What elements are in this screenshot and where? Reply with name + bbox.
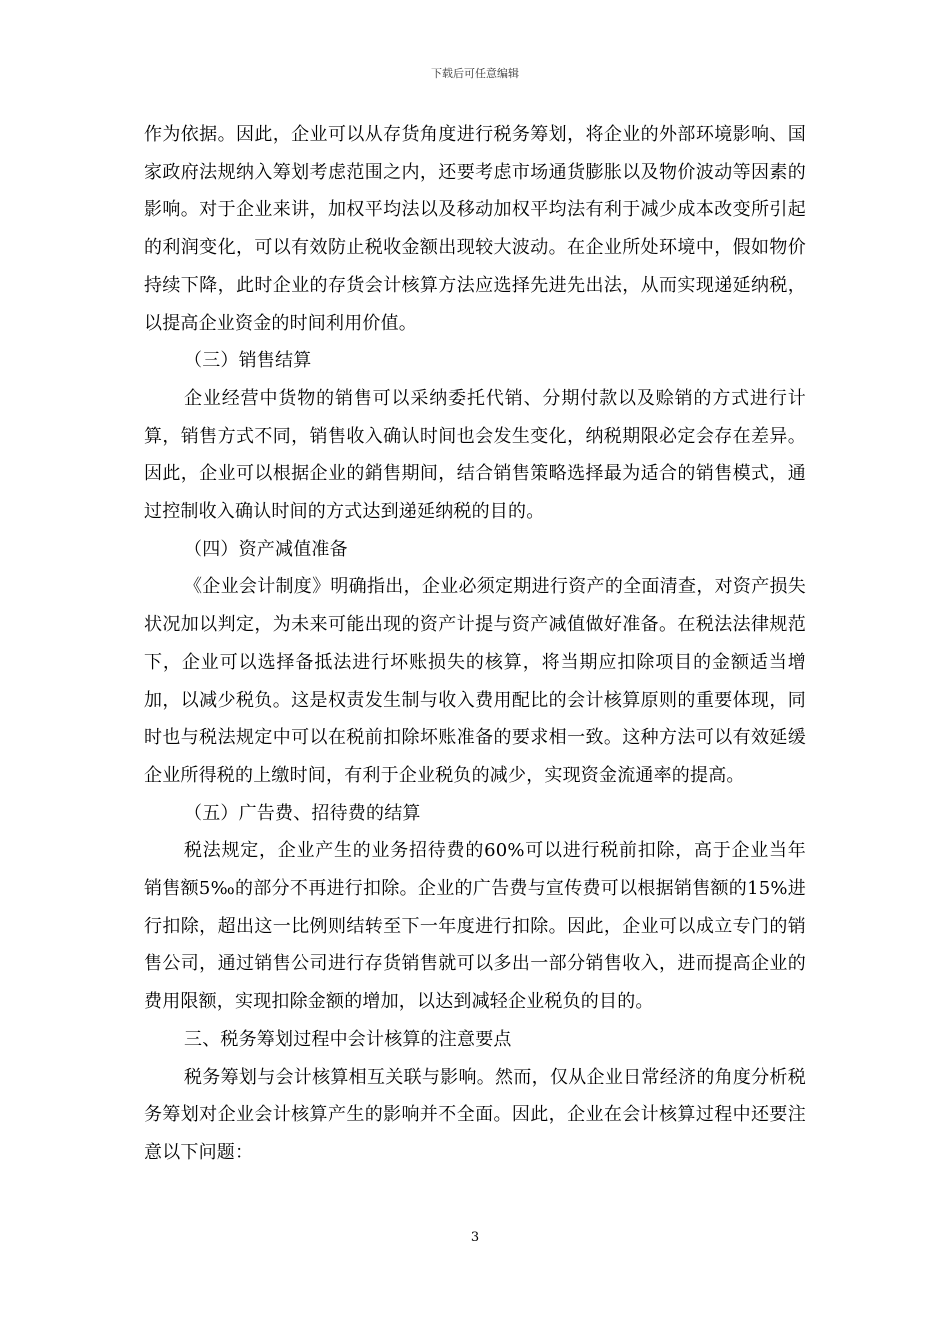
- section-heading-accounting-notes: 三、税务筹划过程中会计核算的注意要点: [184, 1028, 512, 1050]
- page-number: 3: [470, 1230, 480, 1245]
- section-heading-sales-settlement: （三）销售结算: [184, 350, 312, 372]
- paragraph-advertising-entertainment: 税法规定，企业产生的业务招待费的60%可以进行税前扣除，高于企业当年销售额5‰的部分不再进行扣除。企业的广告费与宣传费可以根据销售额的15%进行扣除，超出这一比例则结转至下一年度进行扣除。因此，企业可以成立专门的销售公司，通过销售公司进行存货销售就可以多出一部分销售收入，进而提高企业的费用限额，实现扣除金额的增加，以达到减轻企业税负的目的。: [144, 840, 806, 1013]
- paragraph-sales-settlement: 企业经营中货物的销售可以采纳委托代销、分期付款以及赊销的方式进行计算，销售方式不同，销售收入确认时间也会发生变化，纳税期限必定会存在差异。因此，企业可以根据企业的銷售期间，结合销售策略选择最为适合的销售模式，通过控制收入确认时间的方式达到递延纳税的目的。: [144, 387, 806, 523]
- paragraph-asset-impairment: 《企业会计制度》明确指出，企业必须定期进行资产的全面清查，对资产损失状况加以判定，为未来可能出现的资产计提与资产减值做好准备。在税法法律规范下，企业可以选择备抵法进行坏账损失的核算，将当期应扣除项目的金额适当增加，以减少税负。这是权责发生制与收入费用配比的会计核算原则的重要体现，同时也与税法规定中可以在税前扣除坏账准备的要求相一致。这种方法可以有效延缓企业所得税的上缴时间，有利于企业税负的减少，实现资金流通率的提高。: [144, 576, 806, 786]
- paragraph-inventory-continued: 作为依据。因此，企业可以从存货角度进行税务筹划，将企业的外部环境影响、国家政府法规纳入筹划考虑范围之内，还要考虑市场通货膨胀以及物价波动等因素的影响。对于企业来讲，加权平均法以及移动加权平均法有利于减少成本改变所引起的利润变化，可以有效防止税收金额出现较大波动。在企业所处环境中，假如物价持续下降，此时企业的存货会计核算方法应选择先进先出法，从而实现递延纳税，以提高企业资金的时间利用价值。: [144, 124, 806, 334]
- paragraph-accounting-notes: 税务筹划与会计核算相互关联与影响。然而，仅从企业日常经济的角度分析税务筹划对企业会计核算产生的影响并不全面。因此，企业在会计核算过程中还要注意以下问题：: [144, 1066, 806, 1163]
- section-heading-advertising-entertainment: （五）广告费、招待费的结算: [184, 802, 421, 824]
- document-body: [144, 116, 806, 1172]
- page-header: 下载后可任意编辑: [431, 67, 519, 80]
- section-heading-asset-impairment: （四）资产减值准备: [184, 538, 348, 560]
